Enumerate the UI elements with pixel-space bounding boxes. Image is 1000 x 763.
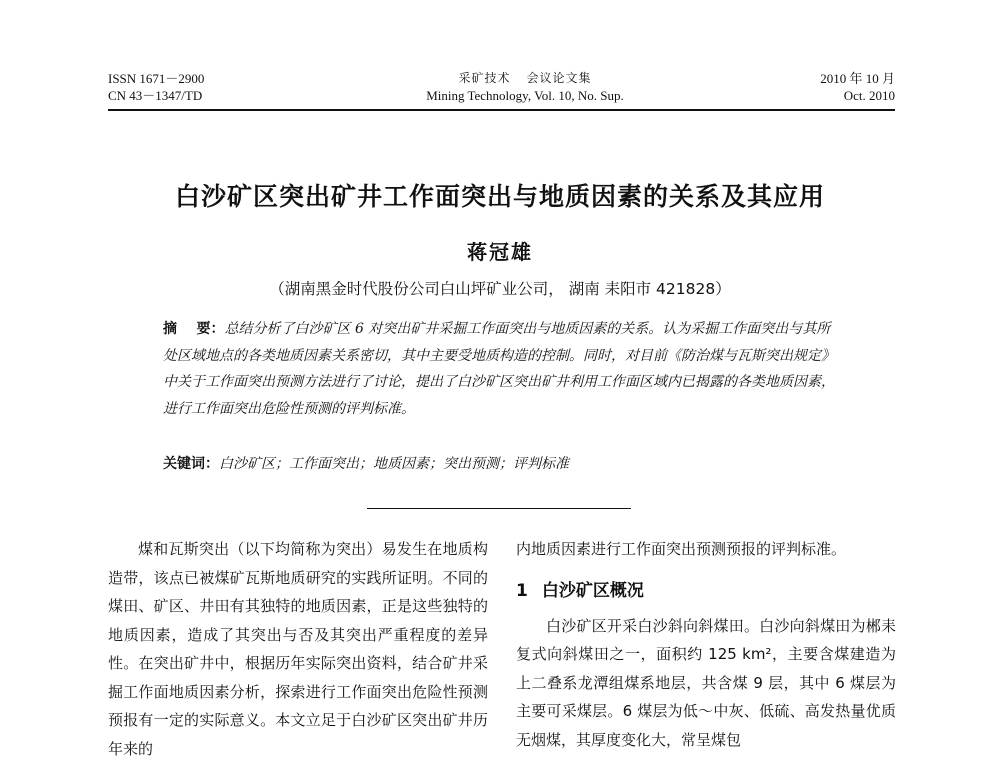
journal-name-en: Mining Technology, Vol. 10, No. Sup. bbox=[426, 88, 624, 103]
body-column-right bbox=[516, 535, 896, 754]
section-paragraph: 白沙矿区开采白沙斜向斜煤田。白沙向斜煤田为郴耒复式向斜煤田之一，面积约 125 km²，主要含煤建造为上二叠系龙潭组煤系地层，共含煤 9 层，其中 6 煤层为主要可采煤层。6 煤层为低～中灰、低硫、高发热量优质无烟煤，其厚度变化大，常呈煤包 bbox=[516, 616, 896, 749]
header-rule bbox=[108, 109, 895, 111]
paper-title: 白沙矿区突出矿井工作面突出与地质因素的关系及其应用 bbox=[174, 182, 825, 211]
author-affiliation: （湖南黑金时代股份公司白山坪矿业公司， 湖南 耒阳市 421828） bbox=[269, 280, 731, 298]
journal-name-cn: 采矿技术 会议论文集 bbox=[458, 71, 592, 85]
cn-text: CN 43－1347/TD bbox=[108, 88, 203, 103]
abstract-separator bbox=[367, 508, 631, 509]
section-number: 1 bbox=[516, 580, 528, 601]
abstract-text: 总结分析了白沙矿区 6 对突出矿井采掘工作面突出与地质因素的关系。认为采掘工作面突出与其所处区域地点的各类地质因素关系密切，其中主要受地质构造的控制。同时，对目前《防治煤与瓦斯突出规定》中关于工作面突出预测方法进行了讨论，提出了白沙矿区突出矿井利用工作面区域内已揭露的各类地质因素，进行工作面突出危险性预测的评判标准。 bbox=[163, 321, 835, 417]
author-name: 蒋冠雄 bbox=[467, 240, 533, 264]
journal-identifiers bbox=[108, 70, 204, 104]
issue-date-en: Oct. 2010 bbox=[843, 88, 895, 103]
body-column-left bbox=[108, 535, 488, 763]
intro-continuation: 内地质因素进行工作面突出预测预报的评判标准。 bbox=[516, 540, 847, 558]
section-heading bbox=[516, 576, 896, 606]
journal-name bbox=[360, 70, 690, 104]
section-title: 白沙矿区概况 bbox=[541, 580, 644, 601]
keywords-block bbox=[163, 453, 843, 475]
issue-date bbox=[820, 70, 895, 104]
issue-date-cn: 2010 年 10 月 bbox=[820, 71, 895, 86]
keywords-label: 关键词： bbox=[163, 456, 219, 472]
abstract-label: 摘 要： bbox=[163, 321, 225, 337]
intro-paragraph: 煤和瓦斯突出（以下均简称为突出）易发生在地质构造带，该点已被煤矿瓦斯地质研究的实践所证明。不同的煤田、矿区、井田有其独特的地质因素，正是这些独特的地质因素，造成了其突出与否及其突出严重程度的差异性。在突出矿井中，根据历年实际突出资料，结合矿井采掘工作面地质因素分析，探索进行工作面突出危险性预测预报有一定的实际意义。本文立足于白沙矿区突出矿井历年来的 bbox=[108, 540, 488, 758]
abstract-block bbox=[163, 316, 843, 422]
issn-text: ISSN 1671－2900 bbox=[108, 71, 205, 86]
keywords-text: 白沙矿区；工作面突出；地质因素；突出预测；评判标准 bbox=[219, 456, 569, 472]
